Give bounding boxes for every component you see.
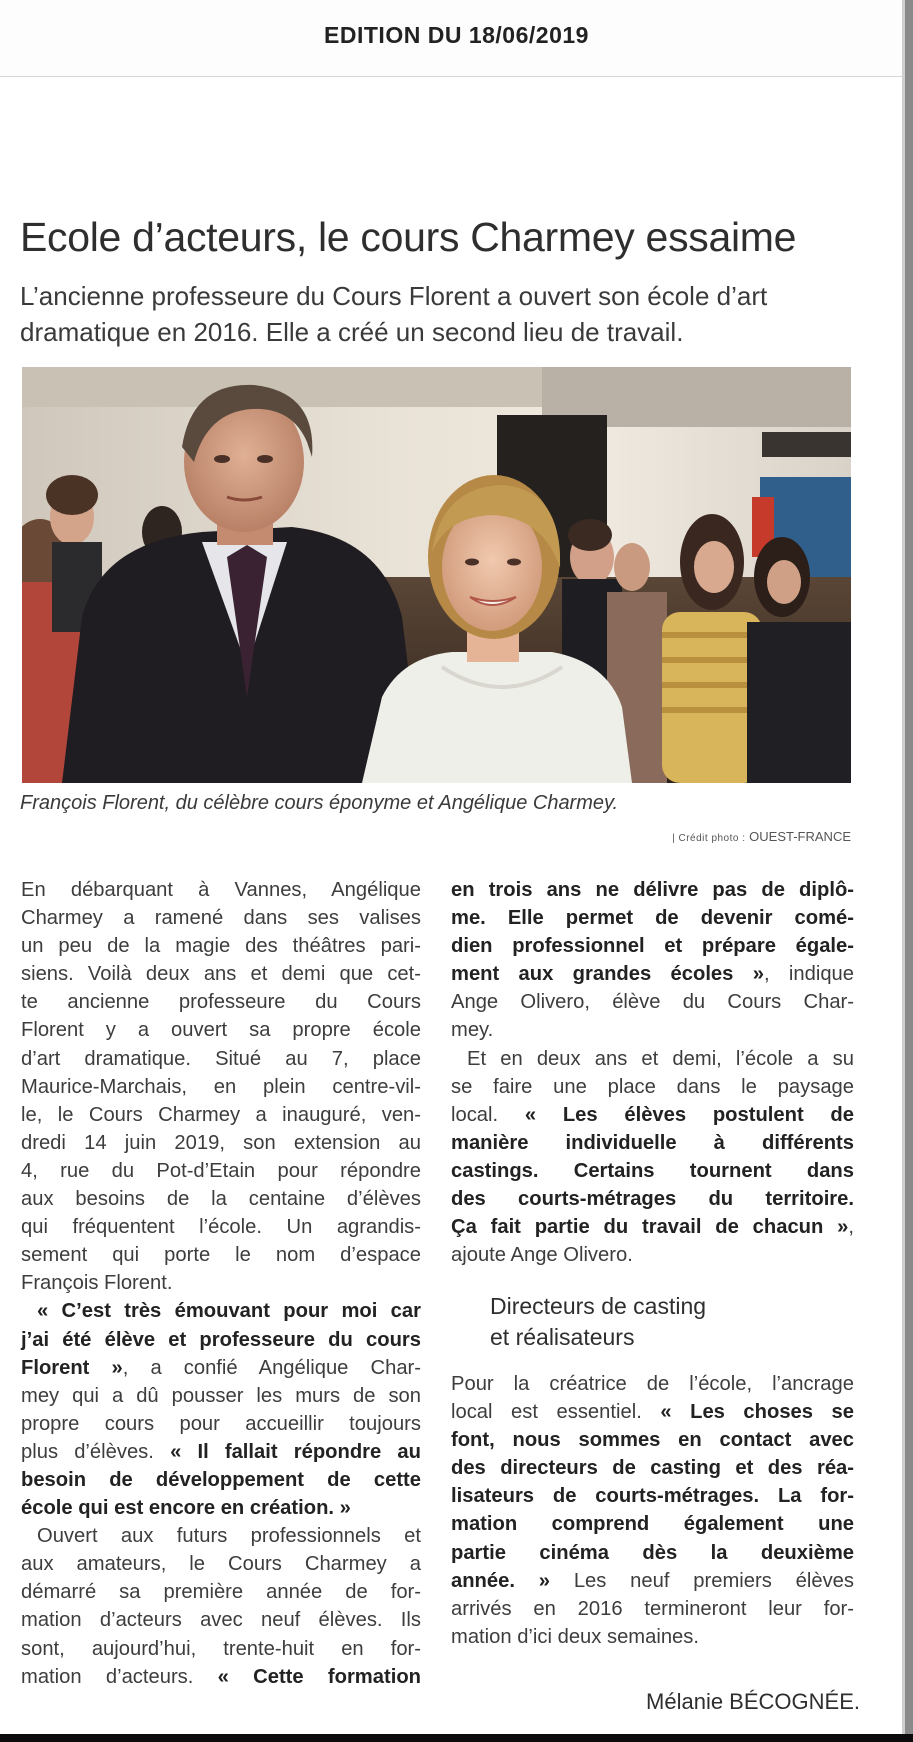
text-line: aux besoins de la centaine d’élèves [21,1188,421,1211]
author-byline: Mélanie BÉCOGNÉE. [646,1689,860,1714]
text-line: propre cours pour accueillir toujours [21,1412,421,1435]
quote-line: mation comprend également une [451,1513,854,1536]
text-line: mey. [451,1019,494,1042]
text-fragment: , [848,1216,854,1239]
edition-date: EDITION DU 18/06/2019 [324,22,589,48]
text-line: ajoute Ange Olivero. [451,1244,633,1267]
text-line: qui fréquentent l’école. Un agrandis- [21,1216,421,1239]
lead-line: dramatique en 2016. Elle a créé un second lieu de travail. [20,317,684,347]
text-line: Ange Olivero, élève du Cours Char- [451,991,854,1014]
article-subheading [490,1291,850,1353]
page-edge [905,0,913,1742]
text-line: Et en deux ans et demi, l’école a su [467,1047,854,1070]
subheading-line: et réalisateurs [490,1324,635,1350]
photo-caption: François Florent, du célèbre cours éponyme et Angélique Charmey. [20,792,619,814]
text-line: Maurice-Marchais, en plein centre-vil- [21,1075,421,1098]
text-line: mation d’acteurs avec neuf élèves. Ils [21,1609,421,1632]
text-line: sont, aujourd’hui, trente-huit en for- [21,1637,421,1660]
text-line: Pour la créatrice de l’école, l’ancrage [451,1373,854,1395]
text-line: François Florent. [21,1272,173,1295]
text-fragment: , a confié Angélique Char- [122,1356,421,1379]
text-fragment: local. [451,1103,525,1126]
text-line: siens. Voilà deux ans et demi que cet- [21,963,421,986]
page-edge-shadow [902,0,905,1742]
article-column-2 [451,876,854,1269]
article-headline: Ecole d’acteurs, le cours Charmey essaime [20,214,797,260]
quote-line: des courts-métrages du territoire. [451,1188,854,1211]
text-line: aux amateurs, le Cours Charmey a [21,1553,421,1576]
quote-line: Florent » [21,1356,123,1379]
edition-header [0,0,913,77]
quote-line: manière individuelle à différents [451,1131,854,1154]
text-line: un peu de la magie des théâtres pari- [21,935,421,958]
quote-line: « Les élèves postulent de [524,1103,854,1126]
quote-line: ment aux grandes écoles » [451,963,764,986]
quote-line: font, nous sommes en contact avec [451,1429,854,1452]
quote-line: j’ai été élève et professeure du cours [21,1328,421,1351]
text-line: se faire une place dans le paysage [451,1075,854,1098]
quote-line: des directeurs de casting et des réa- [451,1457,854,1480]
text-fragment: mation d’acteurs. [21,1665,218,1688]
text-line: Ouvert aux futurs professionnels et [37,1525,421,1548]
lead-line: L’ancienne professeure du Cours Florent a ouvert son école d’art [20,281,768,311]
subheading-line: Directeurs de casting [490,1293,707,1319]
text-line: mey qui a dû pousser les murs de son [21,1384,421,1407]
quote-line: partie cinéma dès la deuxième [451,1541,854,1564]
text-line: dredi 14 juin 2019, son extension au [21,1131,421,1154]
bottom-bar [0,1734,913,1742]
text-fragment: plus d’élèves. [21,1440,171,1463]
text-line: le, le Cours Charmey a inauguré, ven- [21,1103,421,1126]
credit-label: | Crédit photo : [672,833,746,844]
article-lead [20,278,880,350]
article-column-1 [21,876,421,1691]
text-fragment: , indique [763,963,854,986]
text-line: démarré sa première année de for- [21,1581,421,1604]
quote-line: « Il fallait répondre au [170,1440,421,1463]
photo-credit [590,829,851,844]
text-line: te ancienne professeure du Cours [21,991,421,1014]
text-line: 4, rue du Pot-d’Etain pour répondre [21,1159,421,1182]
quote-line: Ça fait partie du travail de chacun » [451,1216,849,1239]
quote-line: lisateurs de courts-métrages. La for- [451,1485,854,1508]
quote-line: « Les choses se [660,1401,854,1424]
quote-line: école qui est encore en création. » [21,1497,351,1520]
credit-source: OUEST-FRANCE [749,829,851,844]
text-fragment: local est essentiel. [451,1401,661,1424]
text-fragment: Les neuf premiers élèves [550,1569,854,1592]
quote-line: « C’est très émouvant pour moi car [37,1300,421,1323]
text-line: d’art dramatique. Situé au 7, place [21,1047,421,1070]
text-line: sement qui porte le nom d’espace [21,1244,421,1267]
photo-illustration [22,367,851,783]
quote-line: année. » [451,1569,550,1592]
text-line: mation d’ici deux semaines. [451,1625,699,1648]
quote-line: me. Elle permet de devenir comé- [451,907,854,930]
text-line: En débarquant à Vannes, Angélique [21,879,421,901]
article-column-2-continued [451,1370,854,1651]
text-line: Charmey a ramené dans ses valises [21,907,421,930]
article-photo [22,367,851,783]
text-line: Florent y a ouvert sa propre école [21,1019,421,1042]
quote-line: dien professionnel et prépare égale- [451,935,854,958]
text-line: arrivés en 2016 termineront leur for- [451,1597,854,1620]
quote-line: « Cette formation [217,1665,421,1688]
quote-line: besoin de développement de cette [21,1468,421,1491]
quote-line: castings. Certains tournent dans [451,1159,854,1182]
quote-line: en trois ans ne délivre pas de diplô- [451,879,854,901]
